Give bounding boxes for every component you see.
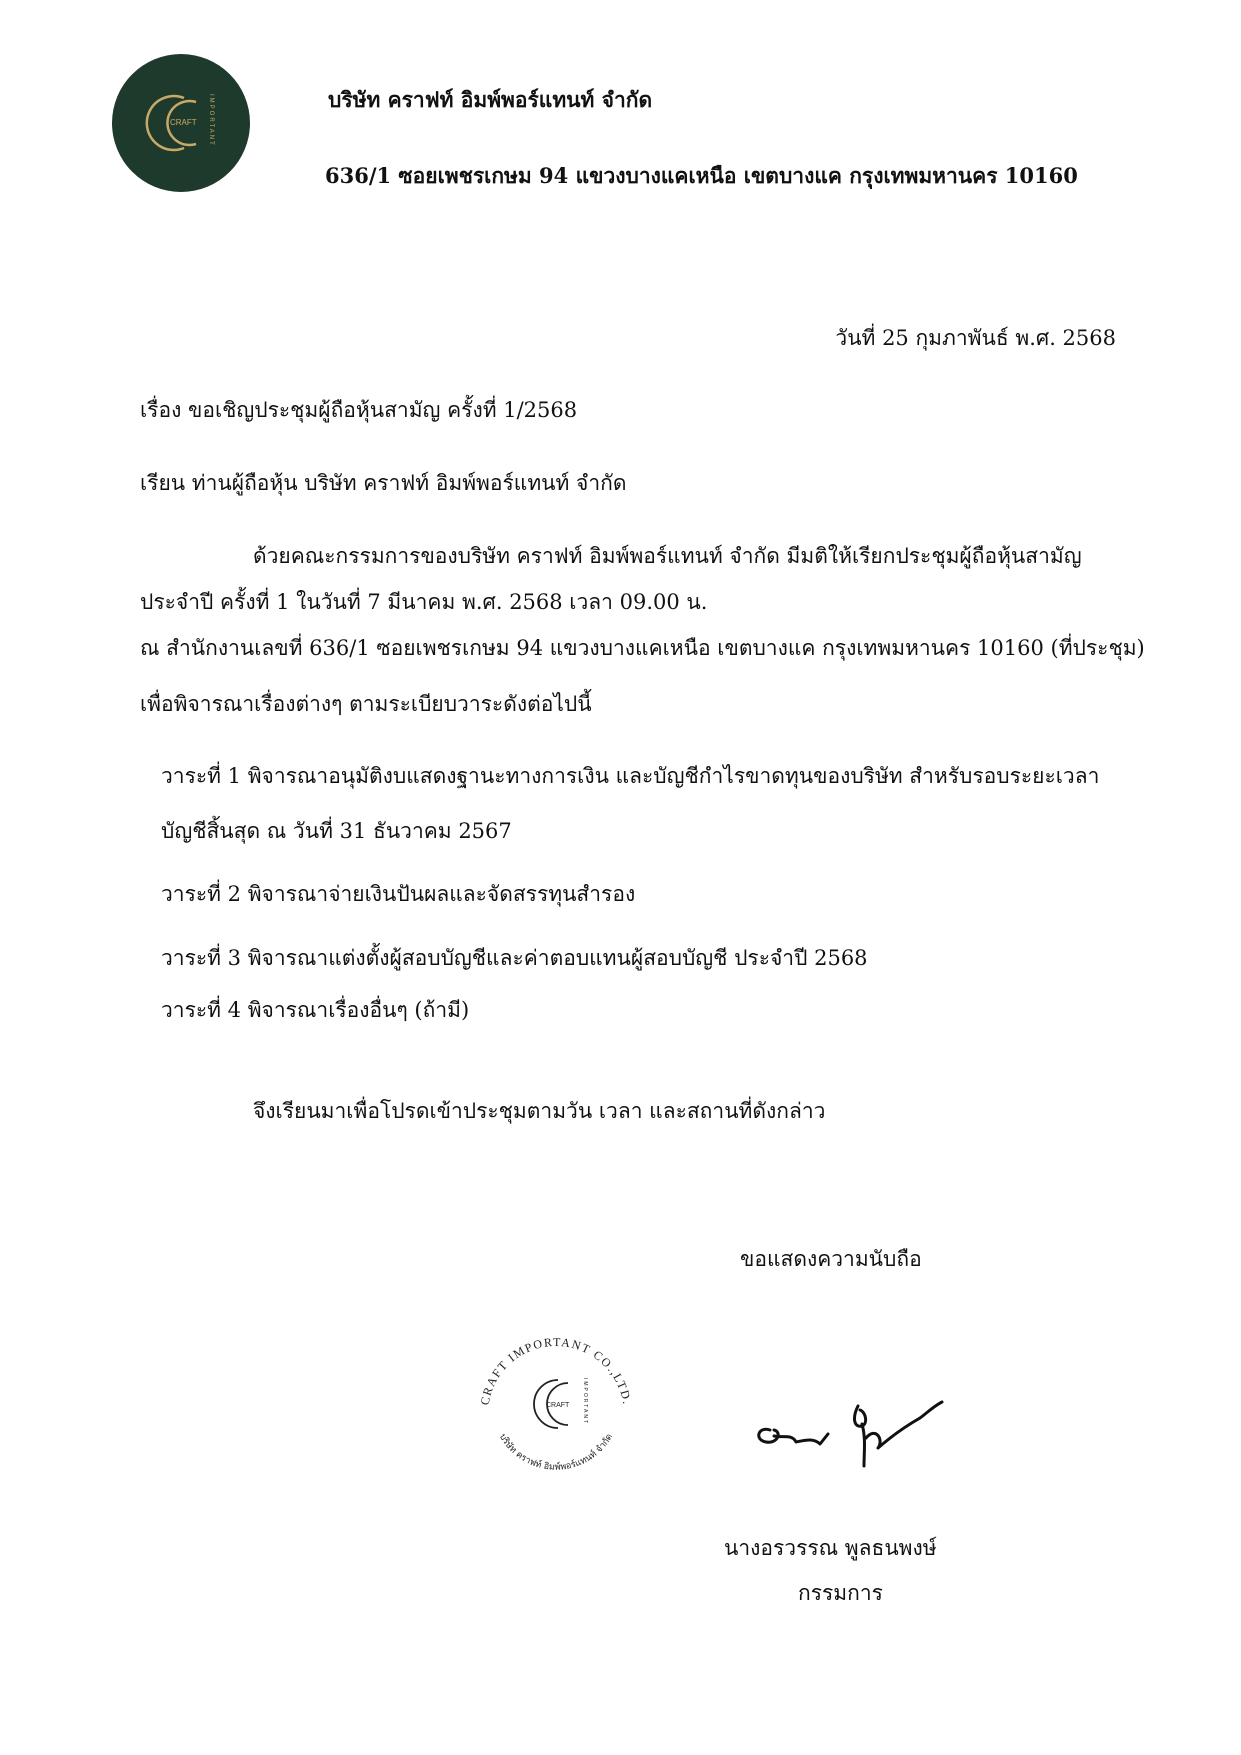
signature xyxy=(748,1378,948,1488)
body-paragraph-1: ด้วยคณะกรรมการของบริษัท คราฟท์ อิมพ์พอร์แทนท์ จำกัด มีมติให้เรียกประชุมผู้ถือหุ้นสามัญ xyxy=(253,544,1082,568)
company-logo xyxy=(112,54,250,192)
svg-text:CRAFT IMPORTANT CO.,LTD. xyxy=(478,1335,635,1406)
logo-text: CRAFT xyxy=(170,118,197,127)
signer-name: นางอรวรรณ พูลธนพงษ์ xyxy=(724,1536,937,1560)
regards: ขอแสดงความนับถือ xyxy=(740,1247,922,1271)
letter-date: วันที่ 25 กุมภาพันธ์ พ.ศ. 2568 xyxy=(835,326,1116,350)
seal-center-text: CRAFT xyxy=(546,1402,570,1409)
agenda-item-1: วาระที่ 1 พิจารณาอนุมัติงบแสดงฐานะทางการเงิน และบัญชีกำไรขาดทุนของบริษัท สำหรับรอบระยะเวลา xyxy=(161,764,1100,788)
seal-top-text: CRAFT IMPORTANT CO.,LTD. xyxy=(477,1334,635,1407)
seal-bottom-text: บริษัท คราฟท์ อิมพ์พอร์แทนท์ จำกัด xyxy=(496,1432,616,1473)
letter-recipient: เรียน ท่านผู้ถือหุ้น บริษัท คราฟท์ อิมพ์พอร์แทนท์ จำกัด xyxy=(140,471,627,495)
body-paragraph-4: เพื่อพิจารณาเรื่องต่างๆ ตามระเบียบวาระดังต่อไปนี้ xyxy=(140,692,592,716)
body-paragraph-2: ประจำปี ครั้งที่ 1 ในวันที่ 7 มีนาคม พ.ศ. 2568 เวลา 09.00 น. xyxy=(140,590,708,614)
seal-side-text: IMPORTANT xyxy=(582,1378,588,1425)
svg-text:บริษัท คราฟท์ อิมพ์พอร์แทนท์ จ xyxy=(497,1432,615,1473)
company-name: บริษัท คราฟท์ อิมพ์พอร์แทนท์ จำกัด xyxy=(328,87,653,112)
agenda-item-4: วาระที่ 4 พิจารณาเรื่องอื่นๆ (ถ้ามี) xyxy=(161,998,470,1022)
letter-subject: เรื่อง ขอเชิญประชุมผู้ถือหุ้นสามัญ ครั้งที่ 1/2568 xyxy=(140,398,578,422)
company-address: 636/1 ซอยเพชรเกษม 94 แขวงบางแคเหนือ เขตบางแค กรุงเทพมหานคร 10160 xyxy=(325,163,1078,188)
agenda-item-1-continued: บัญชีสิ้นสุด ณ วันที่ 31 ธันวาคม 2567 xyxy=(161,819,512,843)
logo-side-text: IMPORTANT xyxy=(208,94,214,147)
agenda-item-3: วาระที่ 3 พิจารณาแต่งตั้งผู้สอบบัญชีและค่าตอบแทนผู้สอบบัญชี ประจำปี 2568 xyxy=(161,946,868,970)
company-seal xyxy=(466,1318,646,1498)
signer-title: กรรมการ xyxy=(798,1581,883,1605)
closing-sentence: จึงเรียนมาเพื่อโปรดเข้าประชุมตามวัน เวลา และสถานที่ดังกล่าว xyxy=(253,1099,826,1123)
agenda-item-2: วาระที่ 2 พิจารณาจ่ายเงินปันผลและจัดสรรทุนสำรอง xyxy=(161,882,636,906)
body-paragraph-3: ณ สำนักงานเลขที่ 636/1 ซอยเพชรเกษม 94 แขวงบางแคเหนือ เขตบางแค กรุงเทพมหานคร 10160 (ที่ประชุม) xyxy=(140,636,1145,660)
